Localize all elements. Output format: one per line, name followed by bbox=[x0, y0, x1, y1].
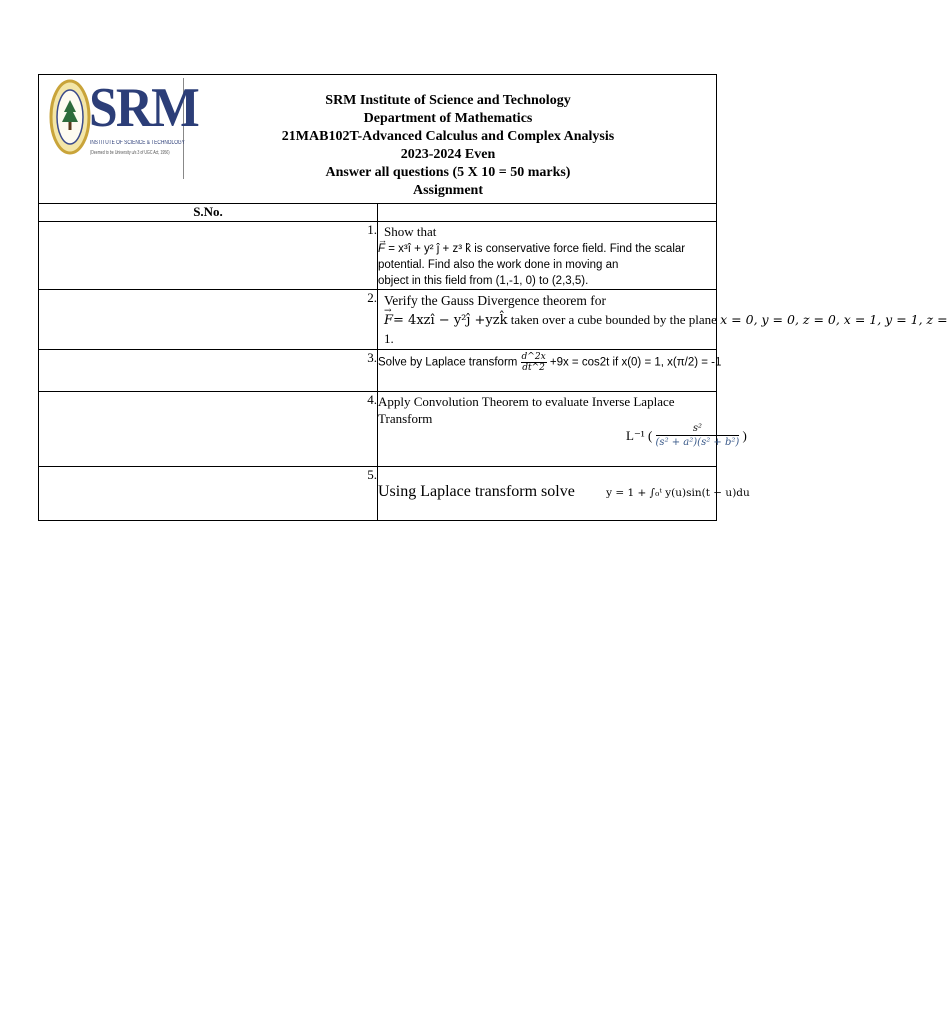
question-text bbox=[378, 350, 722, 392]
q2-expr: = 4xzî − y²ĵ +yzk̂ bbox=[393, 313, 508, 328]
question-text bbox=[378, 467, 750, 521]
q2-line1: Verify the Gauss Divergence theorem for bbox=[384, 293, 607, 308]
q4-formula bbox=[626, 422, 747, 449]
fraction-numerator: s² bbox=[656, 422, 740, 436]
question-row bbox=[39, 392, 717, 467]
question-row bbox=[39, 290, 717, 350]
q1-expr: = x³î + y² ĵ + z³ k̂ bbox=[385, 243, 475, 255]
question-row bbox=[39, 222, 717, 290]
question-row bbox=[39, 467, 717, 521]
question-text bbox=[378, 222, 717, 290]
fraction-denominator: dt^2 bbox=[522, 363, 545, 373]
q3-rest: +9x = cos2t if x(0) = 1, x(π/2) = -1 bbox=[546, 356, 722, 369]
q5-text: Using Laplace transform solve bbox=[378, 483, 575, 500]
document-type: Assignment bbox=[412, 183, 483, 198]
question-text bbox=[378, 392, 747, 467]
q4-rhs: ) bbox=[742, 428, 747, 443]
department-name: Department of Mathematics bbox=[363, 111, 533, 126]
q1-line1: Show that bbox=[384, 224, 437, 239]
question-number: 1. bbox=[39, 222, 378, 290]
sno-header: S.No. bbox=[39, 204, 378, 222]
q3-text: Solve by Laplace transform bbox=[378, 356, 521, 369]
vector-f: → F bbox=[384, 312, 393, 329]
q3-fraction bbox=[521, 352, 547, 373]
question-number: 5. bbox=[39, 467, 378, 521]
header-cell bbox=[39, 75, 717, 204]
q4-text: Apply Convolution Theorem to evaluate Inverse Laplace Transform bbox=[378, 394, 675, 426]
academic-year: 2023-2024 Even bbox=[400, 147, 496, 162]
q5-equation: y = 1 + ∫₀ᵗ y(u)sin(t − u)du bbox=[606, 487, 750, 499]
fraction-denominator: (s² + a²)(s² + b²) bbox=[655, 437, 740, 448]
q4-fraction bbox=[656, 422, 740, 449]
question-number: 2. bbox=[39, 290, 378, 350]
sno-header-blank bbox=[378, 204, 717, 222]
q1-line2 bbox=[378, 241, 716, 273]
q1-text: is conservative force field. Find the scalar potential. Find also the work done in moving an bbox=[378, 243, 686, 271]
question-text bbox=[378, 290, 948, 350]
fraction-numerator: d^2x bbox=[521, 352, 546, 362]
q2-line3: 1. bbox=[384, 331, 394, 346]
q1-line3: object in this field from (1,-1, 0) to (2,3,5). bbox=[378, 275, 589, 287]
course-title: 21MAB102T-Advanced Calculus and Complex Analysis bbox=[281, 129, 615, 144]
question-number: 4. bbox=[39, 392, 378, 467]
institute-name: SRM Institute of Science and Technology bbox=[325, 93, 571, 108]
q2-text: taken over a cube bounded by the plane bbox=[507, 312, 721, 327]
srm-logo-text: SRM bbox=[89, 77, 198, 139]
q2-bounds: x = 0, y = 0, z = 0, x = 1, y = 1, z = bbox=[720, 312, 948, 327]
srm-logo-subtitle: INSTITUTE OF SCIENCE & TECHNOLOGY bbox=[90, 140, 185, 146]
q4-lhs: L⁻¹ ( bbox=[626, 428, 653, 443]
assignment-table bbox=[38, 74, 948, 521]
q2-line2 bbox=[378, 311, 948, 329]
instructions: Answer all questions (5 X 10 = 50 marks) bbox=[325, 165, 571, 180]
srm-logo-deemed: (Deemed to be University u/s 3 of UGC Act, 1956) bbox=[90, 150, 170, 156]
question-number: 3. bbox=[39, 350, 378, 392]
question-row bbox=[39, 350, 717, 392]
vector-f: → F bbox=[378, 241, 385, 257]
